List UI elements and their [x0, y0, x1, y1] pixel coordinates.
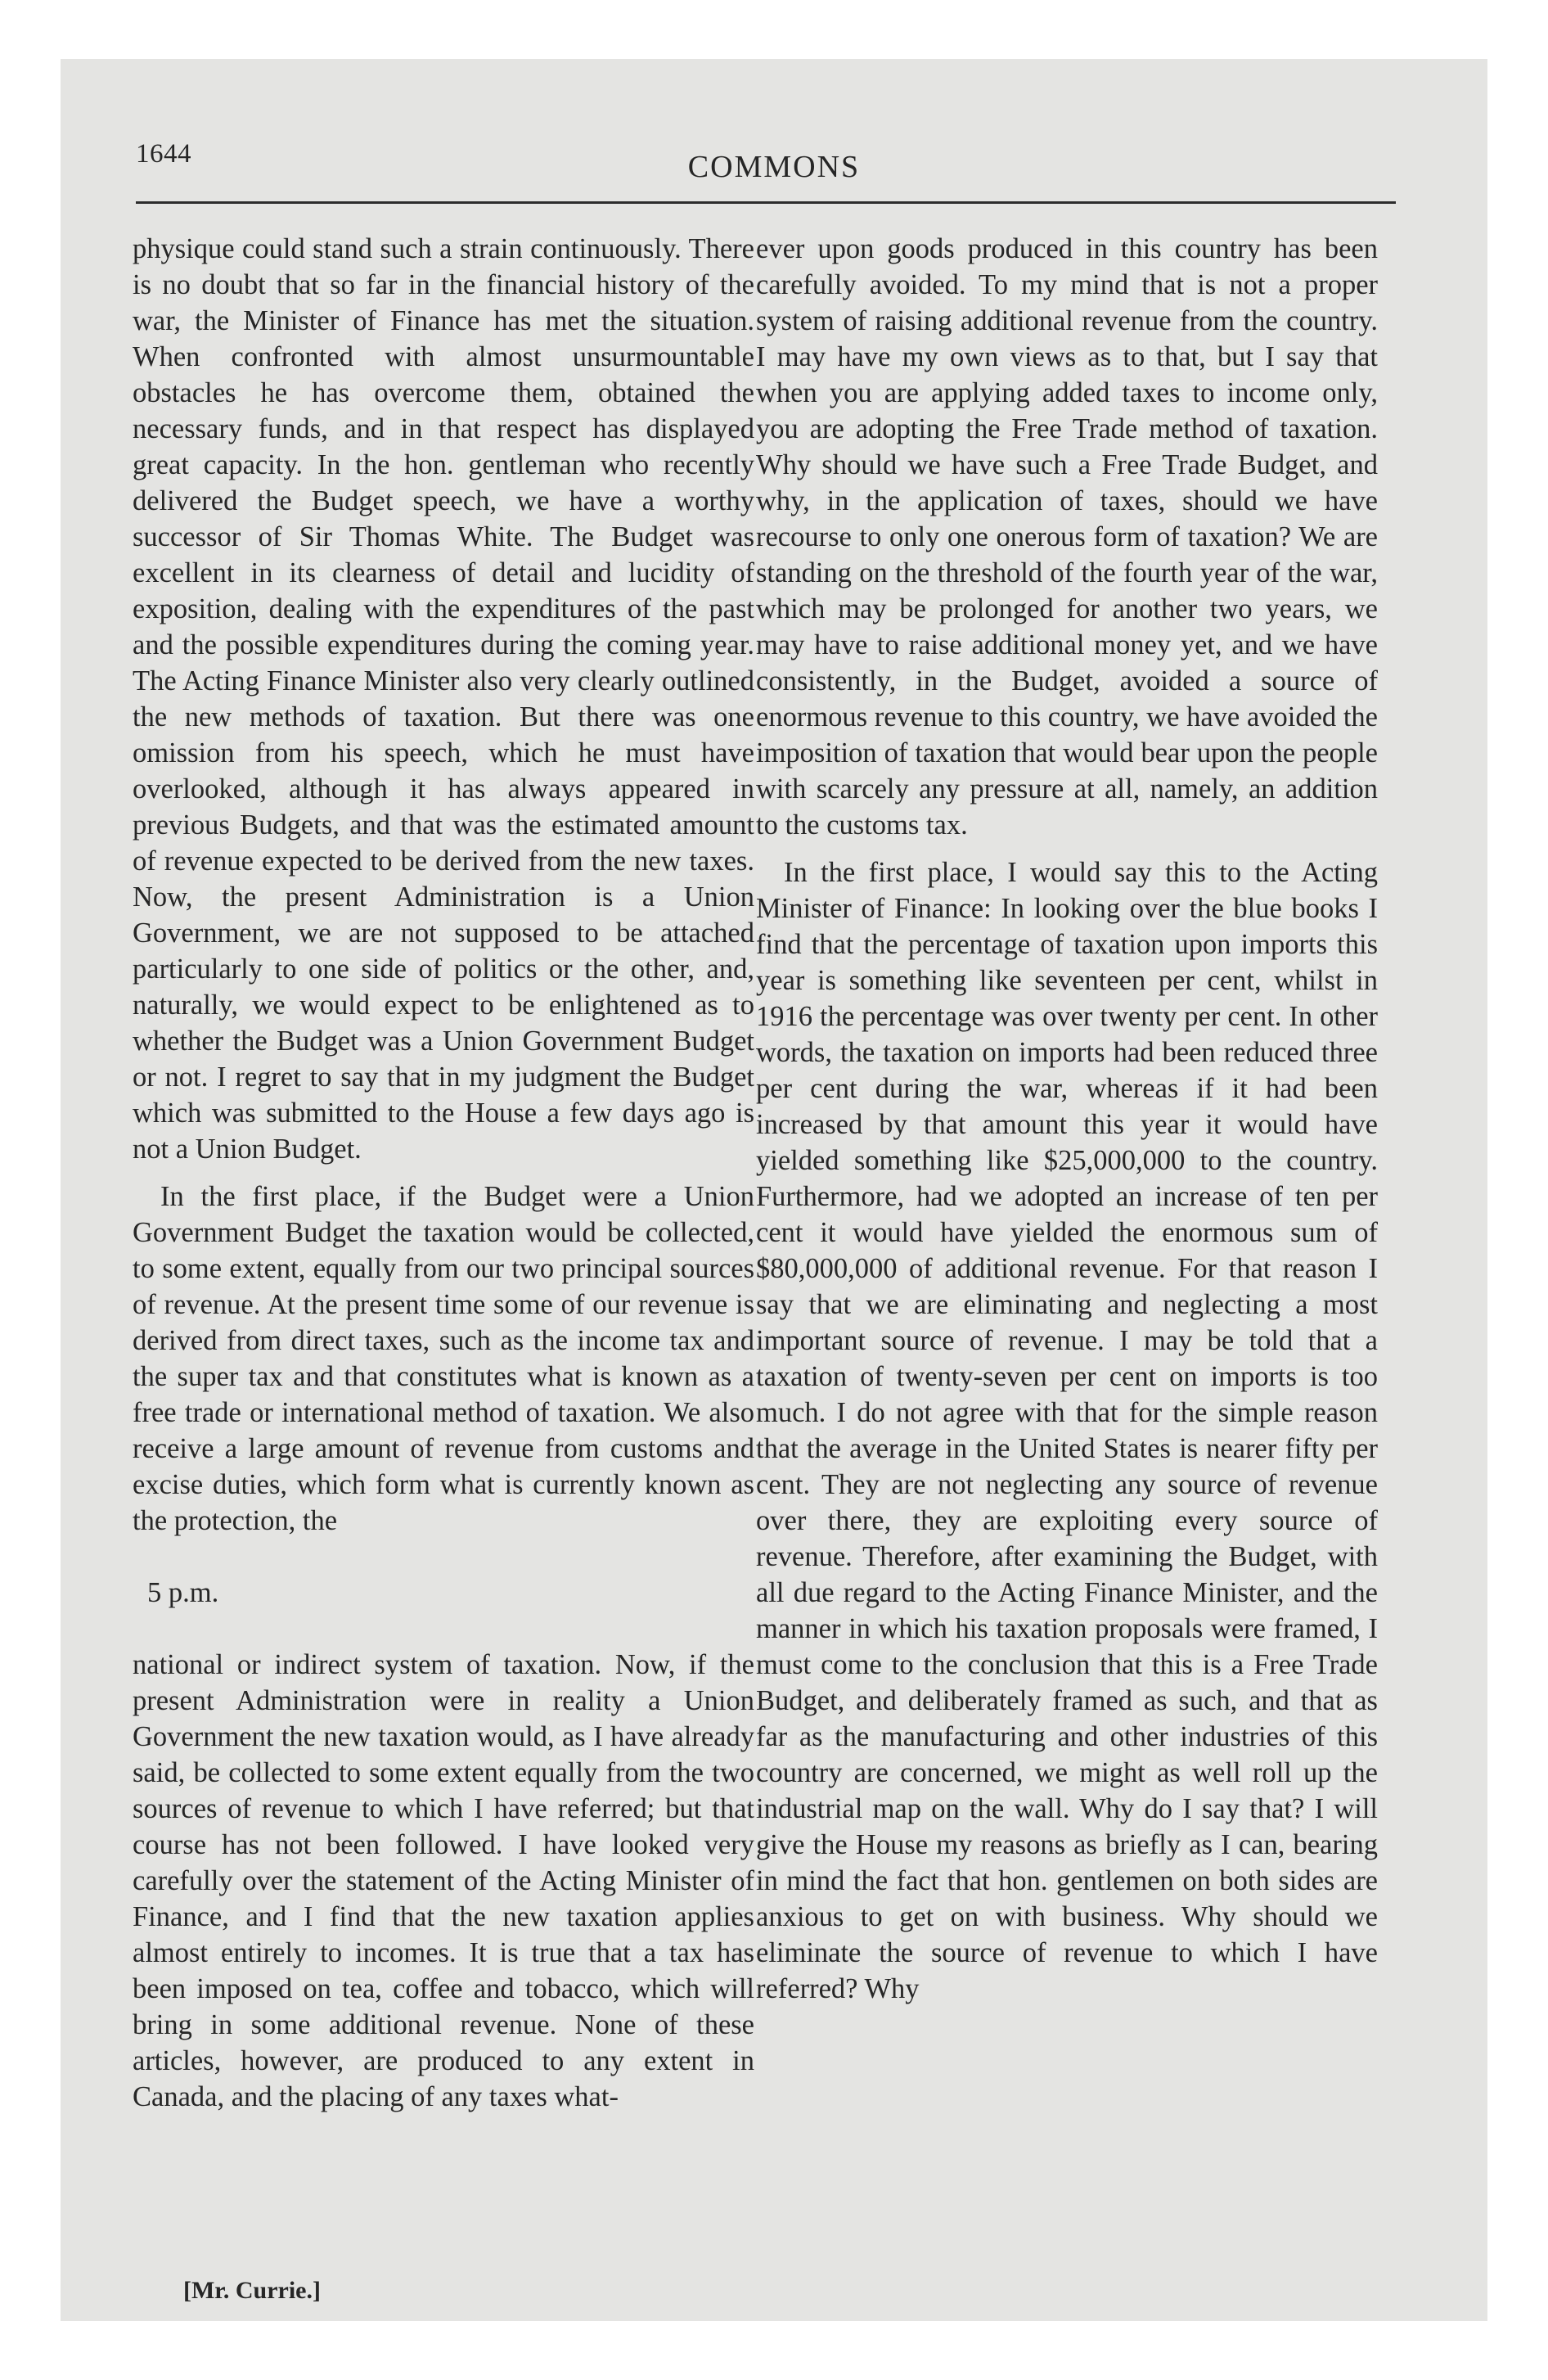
right-paragraph-1: ever upon goods produced in this country has been carefully avoided. To my mind that is not a proper system of raising additional revenue from the country. I may have my own views as to that, but I say that when you are applying added taxes to income only, you are adopting the Free Trade method of taxation. Why should we have such a Free Trade Budget, and why, in the application of taxes, should we have recourse to only one onerous form of taxation? We are standing on the threshold of the fourth year of the war, which may be prolonged for another two years, we may have to raise additional money yet, and we have consistently, in the Budget, avoided a source of enormous revenue to this country, we have avoided the imposition of taxation that would bear upon the people with scarcely any pressure at all, namely, an addition to the customs tax.: [756, 233, 1378, 841]
right-paragraph-2: In the first place, I would say this to the Acting Minister of Finance: In looking over the blue books I find that the percentage of taxation upon imports this year is something like seventeen per cent, whilst in 1916 the percentage was over twenty per cent. In other words, the taxation on imports had been reduced three per cent during the war, whereas if it had been increased by that amount this year it would have yielded something like $25,000,000 to the country. Furthermore, had we adopted an increase of ten per cent it would have yielded the enormous sum of $80,000,000 of additional revenue. For that reason I say that we are eliminating and neglecting a most important source of revenue. I may be told that a taxation of twenty-seven per cent on imports is too much. I do not agree with that for the simple reason that the average in the United States is nearer fifty per cent. They are not neglecting any source of revenue over there, they are exploiting every source of revenue. Therefore, after examining the Budget, with all due regard to the Acting Finance Minister, and the manner in which his taxation proposals were framed, I must come to the conclusion that this is a Free Trade Budget, and deliberately framed as such, and that as far as the manufacturing and other industries of this country are concerned, we might as well roll up the industrial map on the wall. Why do I say that? I will give the House my reasons as briefly as I can, bearing in mind the fact that hon. gentlemen on both sides are anxious to get on with business. Why should we eliminate the source of revenue to which I have referred? Why: [756, 857, 1378, 2004]
page-number: 1644: [136, 139, 191, 169]
margin-timestamp: 5 p.m.: [147, 1577, 219, 1608]
left-column: [133, 231, 754, 2115]
running-head: COMMONS: [687, 150, 861, 184]
speaker-tag: [Mr. Currie.]: [183, 2277, 321, 2304]
header-rule: [136, 201, 1396, 204]
scanned-page: [61, 59, 1487, 2321]
timestamp-block: [133, 1539, 754, 1647]
left-paragraph-2: In the first place, if the Budget were a Union Government Budget the taxation would be collected, to some extent, equally from our two principal sources of revenue. At the present time some of our revenue is derived from direct taxes, such as the income tax and the super tax and that constitutes what is known as a free trade or international method of taxation. We also receive a large amount of revenue from customs and excise duties, which form what is currently known as the protection, the: [133, 1181, 754, 1536]
left-paragraph-3: national or indirect system of taxation. Now, if the present Administration were in reality a Union Government the new taxation would, as I have already said, be collected to some extent equally from the two sources of revenue to which I have referred; but that course has not been followed. I have looked very carefully over the statement of the Acting Minister of Finance, and I find that the new taxation applies almost entirely to incomes. It is true that a tax has been imposed on tea, coffee and tobacco, which will bring in some additional revenue. None of these articles, however, are produced to any extent in Canada, and the placing of any taxes what-: [133, 1649, 754, 2112]
right-column: [756, 231, 1378, 2007]
left-paragraph-1: physique could stand such a strain continuously. There is no doubt that so far in the financial history of the war, the Minister of Finance has met the situation. When confronted with almost unsurmountable obstacles he has overcome them, obtained the necessary funds, and in that respect has displayed great capacity. In the hon. gentleman who recently delivered the Budget speech, we have a worthy successor of Sir Thomas White. The Budget was excellent in its clearness of detail and lucidity of exposition, dealing with the expenditures of the past and the possible expenditures during the coming year. The Acting Finance Minister also very clearly outlined the new methods of taxation. But there was one omission from his speech, which he must have overlooked, although it has always appeared in previous Budgets, and that was the estimated amount of revenue expected to be derived from the new taxes. Now, the present Administration is a Union Government, we are not supposed to be attached particularly to one side of politics or the other, and, naturally, we would expect to be enlightened as to whether the Budget was a Union Government Budget or not. I regret to say that in my judgment the Budget which was submitted to the House a few days ago is not a Union Budget.: [133, 233, 754, 1165]
